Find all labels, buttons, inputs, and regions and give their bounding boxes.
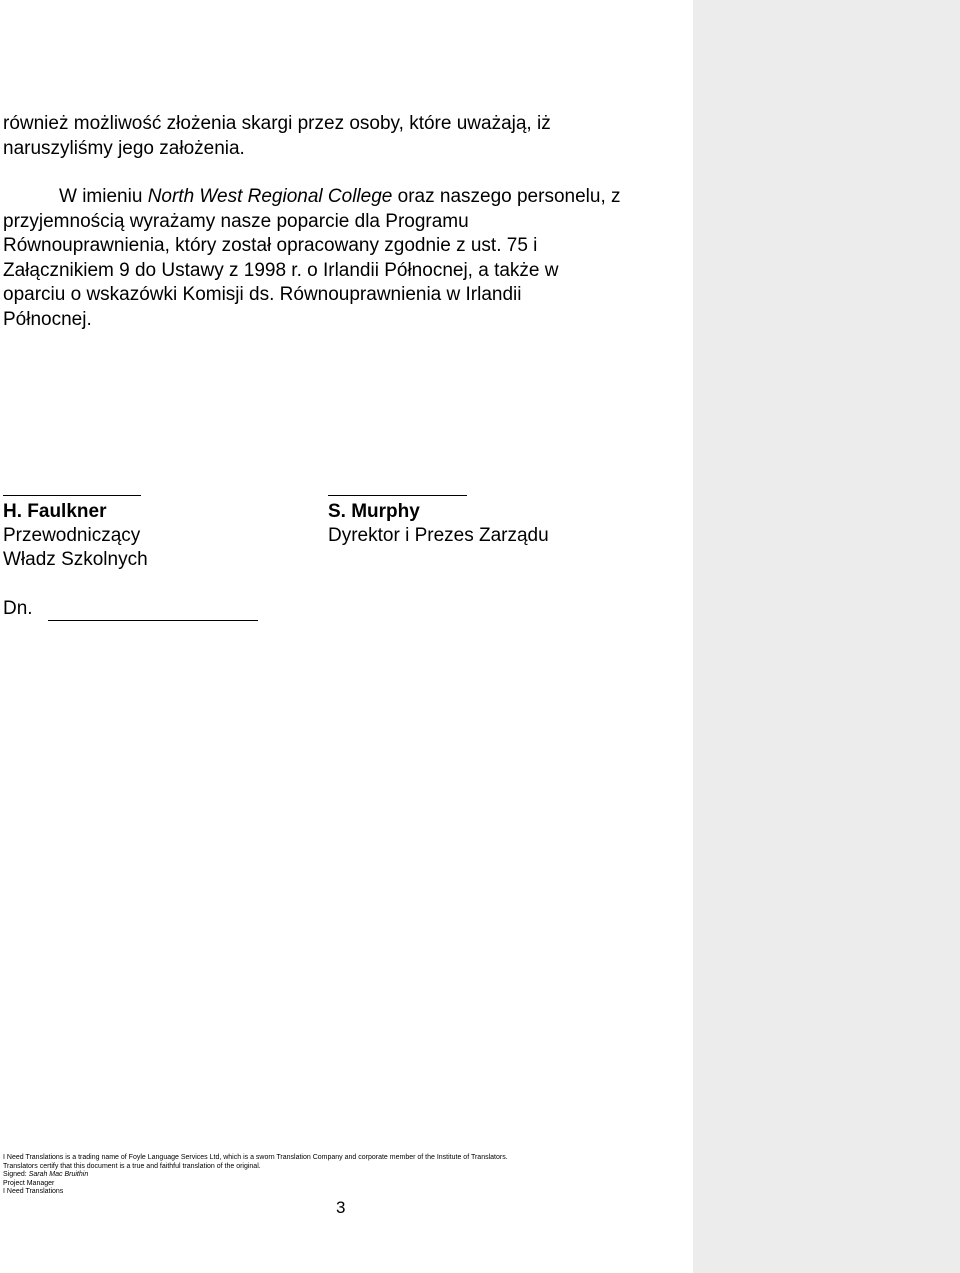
signatory-title-right-1: Dyrektor i Prezes Zarządu	[328, 525, 549, 546]
margin-panel	[693, 0, 960, 1273]
page-number: 3	[336, 1198, 346, 1217]
paragraph-1: również możliwość złożenia skargi przez osoby, które uważają, iż naruszyliśmy jego założenia.	[3, 113, 551, 159]
paragraph-2-line1-rest: oraz naszego personelu, z	[392, 186, 621, 207]
signature-block-right	[328, 500, 549, 548]
footer-signed-label: Signed:	[3, 1171, 29, 1179]
paragraph-2-intro: W imieniu	[59, 186, 148, 207]
footer-line-5: I Need Translations	[3, 1188, 64, 1196]
date-label: Dn.	[3, 598, 33, 619]
translation-footer	[3, 1154, 508, 1197]
footer-signed	[3, 1171, 508, 1180]
footer-line-1: I Need Translations is a trading name of Foyle Language Services Ltd, which is a sworn Translation Company and corporate member of the Institute of Translators.	[3, 1154, 508, 1161]
footer-line-2: Translators certify that this document is a true and faithful translation of the original.	[3, 1162, 261, 1170]
footer-signed-name: Sarah Mac Bruithin	[28, 1171, 89, 1179]
signatory-name-right: S. Murphy	[328, 501, 420, 522]
paragraph-2-first-line	[3, 185, 689, 210]
footer-line-4: Project Manager	[3, 1179, 55, 1187]
college-name: North West Regional College	[147, 186, 393, 207]
signatory-title-left-1: Przewodniczący	[3, 525, 141, 546]
signature-block-left	[3, 500, 148, 572]
date-line	[48, 620, 258, 621]
paragraph-2	[3, 185, 689, 332]
paragraph-2-rest: przyjemnością wyrażamy nasze poparcie dla Programu Równouprawnienia, który został opracowany zgodnie z ust. 75 i Załącznikiem 9 do Ustawy z 1998 r. o Irlandii Północnej, a także w oparciu o wskazówki Komisji ds. Równouprawnienia w Irlandii Północnej.	[3, 210, 559, 330]
signature-line-left	[3, 495, 141, 496]
signatory-title-left-2: Władz Szkolnych	[3, 549, 148, 570]
signatory-name-left: H. Faulkner	[3, 501, 107, 522]
signature-line-right	[328, 495, 467, 496]
